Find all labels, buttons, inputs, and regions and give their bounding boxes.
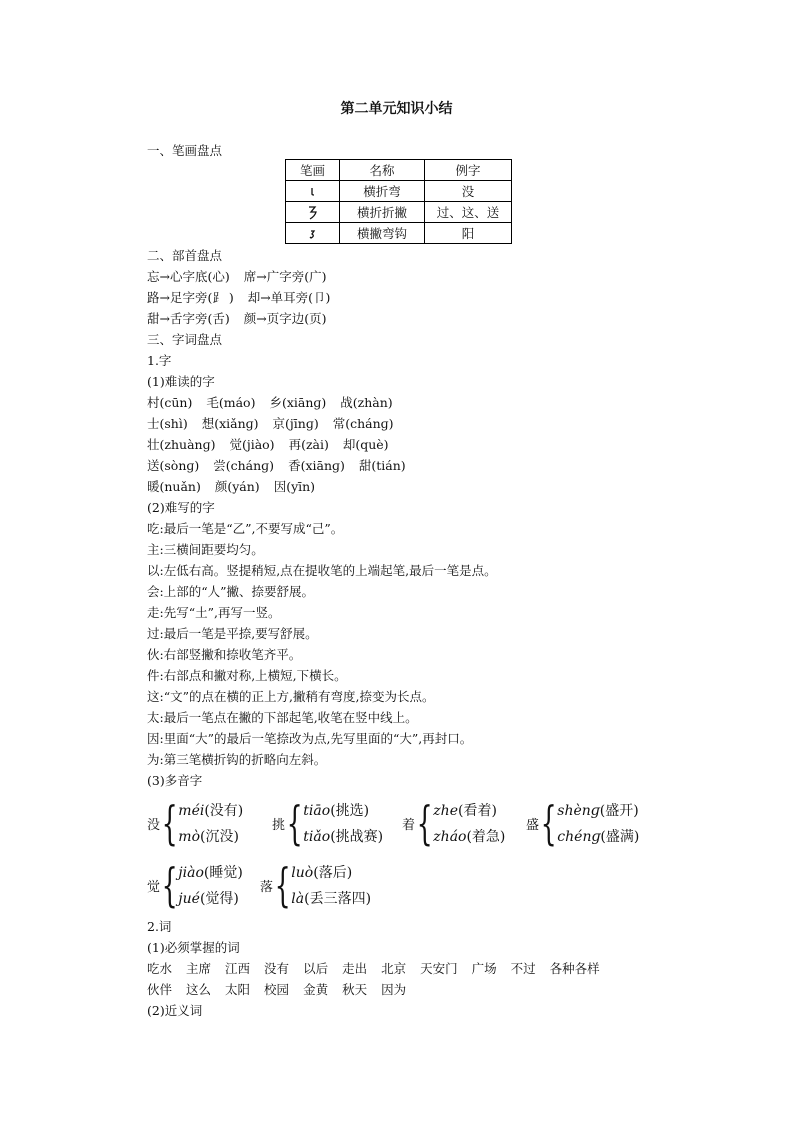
polyphone-group <box>260 858 372 912</box>
polyphone-char: 没 <box>147 817 161 833</box>
polyphone-group <box>147 796 244 850</box>
hard-write-line: 因:里面“大”的最后一笔捺改为点,先写里面的“大”,再封口。 <box>147 731 473 746</box>
hard-read-line <box>147 415 394 433</box>
hard-write-line: 过:最后一笔是平捺,要写舒展。 <box>147 626 318 641</box>
word-line <box>147 960 600 978</box>
radical-entry: 路→足字旁(⻊ ) <box>147 290 234 305</box>
stroke-cell <box>286 202 340 223</box>
pinyin-entry: 觉(jiào) <box>229 437 275 452</box>
word: 校园 <box>264 982 290 997</box>
pinyin-entry: 再(zài) <box>288 437 329 452</box>
stroke-table <box>285 159 512 244</box>
polyphone-group <box>402 796 506 850</box>
table-cell: 横折折撇 <box>340 202 425 223</box>
table-row <box>286 181 512 202</box>
subheading-characters: 1.字 <box>147 353 172 368</box>
word: 以后 <box>303 961 329 976</box>
polyphone-char: 挑 <box>272 817 286 833</box>
word: 这么 <box>186 982 212 997</box>
hard-write-line: 走:先写“土”,再写一竖。 <box>147 605 281 620</box>
hard-read-line <box>147 457 406 475</box>
left-brace-icon: { <box>286 796 303 850</box>
table-header-cell: 名称 <box>340 160 425 181</box>
word: 金黄 <box>303 982 329 997</box>
word: 没有 <box>264 961 290 976</box>
polyphone-char: 着 <box>402 817 416 833</box>
subheading-polyphones: (3)多音字 <box>147 773 203 788</box>
polyphone-reading: chénɡ(盛满) <box>557 829 640 845</box>
left-brace-icon: { <box>161 858 178 912</box>
polyphone-reading: zháo(着急) <box>433 829 506 845</box>
table-row <box>286 202 512 223</box>
polyphone-group <box>147 858 243 912</box>
word: 因为 <box>381 982 407 997</box>
pinyin-entry: 士(shì) <box>147 416 188 431</box>
table-cell: 横撇弯钩 <box>340 223 425 244</box>
table-cell: 没 <box>425 181 512 202</box>
heng-zhe-wan-stroke-icon <box>306 183 320 199</box>
polyphone-reading: jiào(睡觉) <box>178 865 243 881</box>
hard-write-line: 以:左低右高。竖提稍短,点在提收笔的上端起笔,最后一笔是点。 <box>147 563 497 578</box>
page-title: 第二单元知识小结 <box>340 101 453 117</box>
table-header-cell: 笔画 <box>286 160 340 181</box>
radical-entry: 席→广字旁(广) <box>243 269 327 284</box>
section-heading-radicals: 二、部首盘点 <box>147 248 223 263</box>
hard-read-line <box>147 394 393 412</box>
word: 江西 <box>225 961 251 976</box>
word: 太阳 <box>225 982 251 997</box>
polyphone-reading: mò(沉没) <box>178 829 239 845</box>
radical-entry: 忘→心字底(心) <box>147 269 230 284</box>
radical-line <box>147 268 326 286</box>
word: 不过 <box>510 961 536 976</box>
subheading-words: 2.词 <box>147 919 172 934</box>
subheading-must-know: (1)必须掌握的词 <box>147 940 240 955</box>
table-cell: 阳 <box>425 223 512 244</box>
pinyin-entry: 颜(yán) <box>214 479 260 494</box>
radical-entry: 却→单耳旁(卩) <box>247 290 331 305</box>
heng-zhe-zhe-pie-stroke-icon <box>306 204 320 220</box>
heng-pie-wan-gou-stroke-icon <box>306 225 320 241</box>
radical-line <box>147 310 326 328</box>
radical-entry: 甜→舌字旁(舌) <box>147 311 230 326</box>
polyphone-reading: tiāo(挑选) <box>303 803 370 819</box>
polyphone-reading: là(丢三落四) <box>291 891 372 907</box>
polyphone-group <box>272 796 384 850</box>
word: 吃水 <box>147 961 173 976</box>
section-heading-words: 三、字词盘点 <box>147 332 223 347</box>
left-brace-icon: { <box>416 796 433 850</box>
pinyin-entry: 毛(máo) <box>206 395 256 410</box>
polyphone-reading: zhe(看着) <box>433 803 497 819</box>
pinyin-entry: 乡(xiānɡ) <box>269 395 327 410</box>
left-brace-icon: { <box>274 858 291 912</box>
left-brace-icon: { <box>540 796 557 850</box>
pinyin-entry: 想(xiǎnɡ) <box>201 416 259 431</box>
radical-entry: 颜→页字边(页) <box>243 311 327 326</box>
polyphone-group <box>526 796 640 850</box>
polyphone-char: 落 <box>260 879 274 895</box>
section-heading-strokes: 一、笔画盘点 <box>147 143 223 158</box>
hard-read-line <box>147 478 315 496</box>
pinyin-entry: 却(què) <box>342 437 389 452</box>
subheading-hard-read: (1)难读的字 <box>147 374 215 389</box>
table-cell: 横折弯 <box>340 181 425 202</box>
pinyin-entry: 暖(nuǎn) <box>147 479 201 494</box>
hard-write-line: 太:最后一笔点在撇的下部起笔,收笔在竖中线上。 <box>147 710 418 725</box>
table-header-cell: 例字 <box>425 160 512 181</box>
pinyin-entry: 村(cūn) <box>147 395 193 410</box>
table-header-row <box>286 160 512 181</box>
hard-write-line: 这:“文”的点在横的正上方,撇稍有弯度,捺变为长点。 <box>147 689 435 704</box>
pinyin-entry: 京(jīnɡ) <box>272 416 319 431</box>
word: 走出 <box>342 961 368 976</box>
word: 主席 <box>186 961 212 976</box>
polyphone-reading: shènɡ(盛开) <box>557 803 639 819</box>
hard-write-line: 为:第三笔横折钩的折略向左斜。 <box>147 752 327 767</box>
pinyin-entry: 战(zhàn) <box>340 395 393 410</box>
table-cell: 过、这、送 <box>425 202 512 223</box>
pinyin-entry: 尝(chánɡ) <box>213 458 275 473</box>
word-line <box>147 981 406 999</box>
hard-write-line: 伙:右部竖撇和捺收笔齐平。 <box>147 647 302 662</box>
pinyin-entry: 因(yīn) <box>273 479 316 494</box>
polyphone-reading: jué(觉得) <box>178 891 239 907</box>
polyphone-char: 盛 <box>526 817 540 833</box>
pinyin-entry: 常(chánɡ) <box>332 416 394 431</box>
pinyin-entry: 壮(zhuànɡ) <box>147 437 216 452</box>
polyphone-char: 觉 <box>147 879 161 895</box>
table-row <box>286 223 512 244</box>
word: 北京 <box>381 961 407 976</box>
polyphone-reading: tiǎo(挑战赛) <box>303 829 384 845</box>
subheading-synonyms: (2)近义词 <box>147 1003 203 1018</box>
pinyin-entry: 香(xiānɡ) <box>288 458 345 473</box>
stroke-cell <box>286 223 340 244</box>
radical-line <box>147 289 330 307</box>
word: 秋天 <box>342 982 368 997</box>
hard-write-line: 主:三横间距要均匀。 <box>147 542 264 557</box>
word: 各种各样 <box>549 961 600 976</box>
word: 广场 <box>471 961 497 976</box>
pinyin-entry: 送(sònɡ) <box>147 458 200 473</box>
polyphone-reading: luò(落后) <box>291 865 353 881</box>
hard-write-line: 吃:最后一笔是“乙”,不要写成“己”。 <box>147 521 344 536</box>
pinyin-entry: 甜(tián) <box>358 458 406 473</box>
hard-write-line: 会:上部的“人”撇、捺要舒展。 <box>147 584 314 599</box>
stroke-cell <box>286 181 340 202</box>
hard-write-line: 件:右部点和撇对称,上横短,下横长。 <box>147 668 347 683</box>
word: 天安门 <box>420 961 458 976</box>
polyphone-reading: méi(没有) <box>178 803 244 819</box>
subheading-hard-write: (2)难写的字 <box>147 500 215 515</box>
hard-read-line <box>147 436 389 454</box>
word: 伙伴 <box>147 982 173 997</box>
left-brace-icon: { <box>161 796 178 850</box>
